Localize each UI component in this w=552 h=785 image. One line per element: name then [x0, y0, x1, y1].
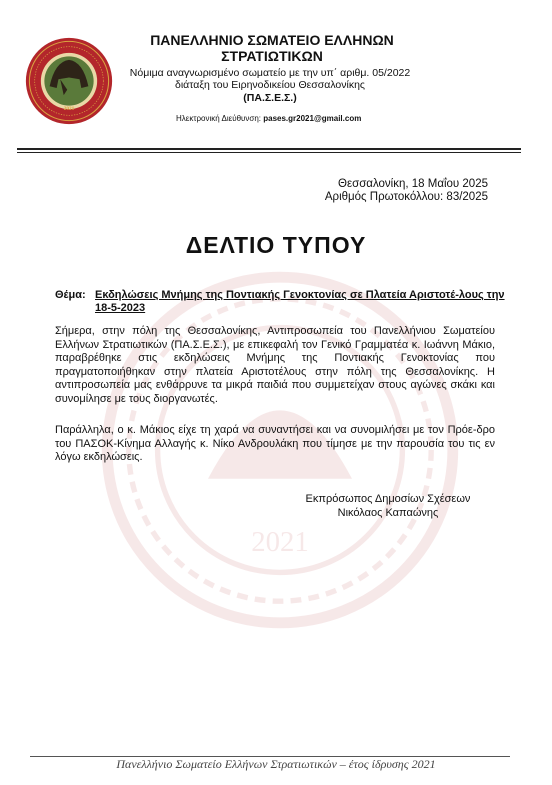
svg-text:2021: 2021 [251, 525, 309, 558]
footer-text: Πανελλήνιο Σωματείο Ελλήνων Στρατιωτικών – έτος ίδρυσης 2021 [116, 757, 436, 771]
subject-label: Θέμα: [55, 289, 86, 301]
organization-name [130, 32, 414, 64]
email-row [176, 114, 361, 123]
body-paragraph-1: Σήμερα, στην πόλη της Θεσσαλονίκης, Αντιπροσωπεία του Πανελλήνιου Σωματείου Ελλήνων Στρατιωτικών (ΠΑ.Σ.Ε.Σ.), με επικεφαλή τον Γενικό Γραμματέα κ. Ιωάννη Μάκιο, παραβρέθηκε στις εκδηλώσεις Μνήμης της Ποντιακής Γενοκτονίας που πραγματοποιήθηκαν στην πλατεία Αριστοτέλους στην πόλη της Θεσσαλονίκης. Η αντιπροσωπεία μας ενθάρρυνε τα μικρά παιδιά που συμμετείχαν στους αγώνες σκάκι και συνομίλησε με τους διοργανωτές. [55, 325, 495, 405]
court-line: διάταξη του Ειρηνοδικείου Θεσσαλονίκης [175, 79, 365, 91]
org-abbreviation: (ΠΑ.Σ.Ε.Σ.) [243, 92, 297, 104]
date-line: Θεσσαλονίκη, 18 Μαΐου 2025 [338, 178, 488, 190]
header-divider-thick [17, 148, 521, 150]
signature-role: Εκπρόσωπος Δημοσίων Σχέσεων [305, 493, 471, 505]
svg-text:2021: 2021 [63, 106, 75, 113]
body-paragraph-2: Παράλληλα, ο κ. Μάκιος είχε τη χαρά να συναντήσει και να συνομιλήσει με τον Πρόε-δρο του ΠΑΣΟΚ-Κίνημα Αλλαγής κ. Νίκο Ανδρουλάκη που τίμησε με την παρουσία του τις εν λόγω εκδηλώσεις. [55, 424, 495, 463]
org-name-line1: ΠΑΝΕΛΛΗΝΙΟ ΣΩΜΑΤΕΙΟ ΕΛΛΗΝΩΝ [150, 32, 394, 48]
subject-text: Εκδηλώσεις Μνήμης της Ποντιακής Γενοκτονίας σε Πλατεία Αριστοτέ-λους την 18-5-2023 [95, 289, 505, 314]
email-label: Ηλεκτρονική Διεύθυνση: [176, 114, 262, 123]
protocol-line: Αριθμός Πρωτοκόλλου: 83/2025 [324, 191, 488, 203]
signature-block [300, 492, 476, 520]
recognition-line: Νόμιμα αναγνωρισμένο σωματείο με την υπ΄ αριθμ. 05/2022 [129, 67, 411, 79]
org-name-line2: ΣΤΡΑΤΙΩΤΙΚΩΝ [221, 48, 323, 64]
document-title: ΔΕΛΤΙΟ ΤΥΠΟΥ [185, 232, 367, 258]
email-link[interactable]: pases.gr2021@gmail.com [263, 114, 362, 123]
signature-name: Νικόλαος Καπαώνης [337, 507, 439, 519]
header-divider-thin [17, 152, 521, 153]
date-block [320, 178, 488, 204]
